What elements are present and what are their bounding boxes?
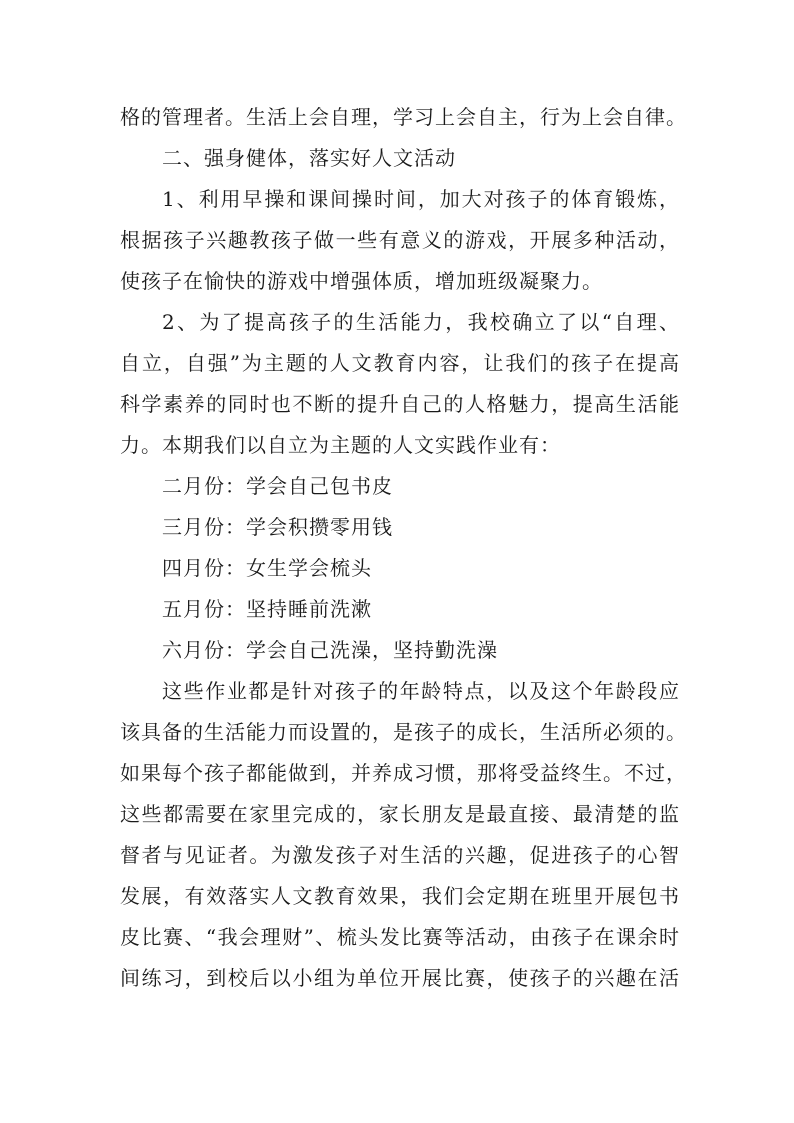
- paragraph-line: 如果每个孩子都能做到，并养成习惯，那将受益终生。不过，: [120, 761, 687, 785]
- paragraph-line: 皮比赛、“我会理财”、梳头发比赛等活动，由孩子在课余时: [120, 925, 680, 949]
- paragraph-line: 1、利用早操和课间操时间，加大对孩子的体育锻炼，: [162, 187, 680, 211]
- list-item: 五月份：坚持睡前洗漱: [162, 597, 372, 621]
- paragraph-line: 自立，自强”为主题的人文教育内容，让我们的孩子在提高: [120, 351, 680, 375]
- list-item: 二月份：学会自己包书皮: [162, 474, 393, 498]
- document-page: [120, 97, 687, 999]
- paragraph-line: 2、为了提高孩子的生活能力，我校确立了以“自理、: [162, 310, 680, 334]
- paragraph-line: 根据孩子兴趣教孩子做一些有意义的游戏，开展多种活动，: [120, 228, 680, 252]
- paragraph-line: 力。本期我们以自立为主题的人文实践作业有：: [120, 433, 561, 457]
- paragraph-line: 督者与见证者。为激发孩子对生活的兴趣，促进孩子的心智: [120, 843, 680, 867]
- paragraph-line: 使孩子在愉快的游戏中增强体质，增加班级凝聚力。: [120, 269, 603, 293]
- paragraph-line: 这些作业都是针对孩子的年龄特点，以及这个年龄段应: [162, 679, 680, 703]
- paragraph-line: 发展，有效落实人文教育效果，我们会定期在班里开展包书: [120, 884, 680, 908]
- list-item: 六月份：学会自己洗澡，坚持勤洗澡: [162, 638, 498, 662]
- section-heading: 二、强身健体，落实好人文活动: [162, 146, 456, 170]
- paragraph-line: 科学素养的同时也不断的提升自己的人格魅力，提高生活能: [120, 392, 680, 416]
- paragraph-line: 该具备的生活能力而设置的，是孩子的成长，生活所必须的。: [120, 720, 687, 744]
- list-item: 四月份：女生学会梳头: [162, 556, 372, 580]
- paragraph-line: 这些都需要在家里完成的，家长朋友是最直接、最清楚的监: [120, 802, 680, 826]
- paragraph-line: 间练习，到校后以小组为单位开展比赛，使孩子的兴趣在活: [120, 966, 680, 990]
- list-item: 三月份：学会积攒零用钱: [162, 515, 393, 539]
- paragraph-line: 格的管理者。生活上会自理，学习上会自主，行为上会自律。: [120, 105, 687, 129]
